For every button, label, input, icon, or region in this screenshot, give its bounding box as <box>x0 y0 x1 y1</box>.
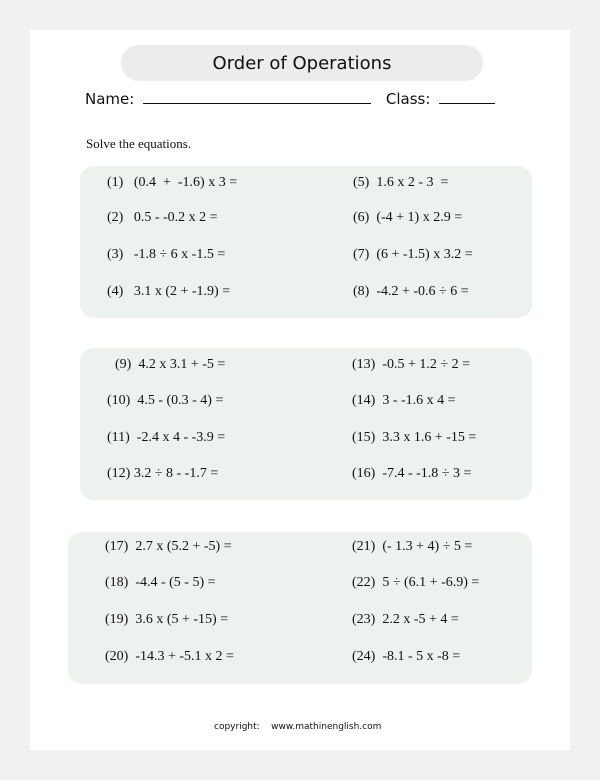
name-label: Name: <box>85 90 135 108</box>
problem-17: (17) 2.7 x (5.2 + -5) = <box>105 539 232 554</box>
problem-7: (7) (6 + -1.5) x 3.2 = <box>353 247 473 262</box>
class-label: Class: <box>385 90 431 108</box>
problem-6: (6) (-4 + 1) x 2.9 = <box>353 210 463 225</box>
copyright-footer: copyright: www.mathinenglish.com <box>214 722 382 732</box>
problem-10: (10) 4.5 - (0.3 - 4) = <box>107 393 224 408</box>
problem-22: (22) 5 ÷ (6.1 + -6.9) = <box>352 575 480 590</box>
problem-2: (2) 0.5 - -0.2 x 2 = <box>107 210 218 225</box>
name-class-row <box>85 89 495 108</box>
problem-8: (8) -4.2 + -0.6 ÷ 6 = <box>353 284 469 299</box>
problem-11: (11) -2.4 x 4 - -3.9 = <box>107 430 226 445</box>
instructions: Solve the equations. <box>86 136 192 151</box>
problem-5: (5) 1.6 x 2 - 3 = <box>353 175 449 190</box>
problem-23: (23) 2.2 x -5 + 4 = <box>352 612 459 627</box>
worksheet-page <box>30 30 570 750</box>
problem-19: (19) 3.6 x (5 + -15) = <box>105 612 229 627</box>
problem-21: (21) (- 1.3 + 4) ÷ 5 = <box>352 539 473 554</box>
problem-4: (4) 3.1 x (2 + -1.9) = <box>107 284 231 299</box>
problem-9: (9) 4.2 x 3.1 + -5 = <box>115 357 226 372</box>
problem-3: (3) -1.8 ÷ 6 x -1.5 = <box>107 247 226 262</box>
problem-20: (20) -14.3 + -5.1 x 2 = <box>105 649 234 664</box>
problem-12: (12) 3.2 ÷ 8 - -1.7 = <box>107 466 219 481</box>
problem-15: (15) 3.3 x 1.6 + -15 = <box>352 430 477 445</box>
problem-16: (16) -7.4 - -1.8 ÷ 3 = <box>352 466 472 481</box>
problem-24: (24) -8.1 - 5 x -8 = <box>352 649 461 664</box>
class-blank-line <box>439 89 495 104</box>
name-blank-line <box>143 89 371 104</box>
problem-18: (18) -4.4 - (5 - 5) = <box>105 575 216 590</box>
problem-1: (1) (0.4 + -1.6) x 3 = <box>107 175 238 190</box>
problem-14: (14) 3 - -1.6 x 4 = <box>352 393 456 408</box>
page-title <box>121 45 483 81</box>
title-text: Order of Operations <box>212 52 392 74</box>
problem-13: (13) -0.5 + 1.2 ÷ 2 = <box>352 357 470 372</box>
